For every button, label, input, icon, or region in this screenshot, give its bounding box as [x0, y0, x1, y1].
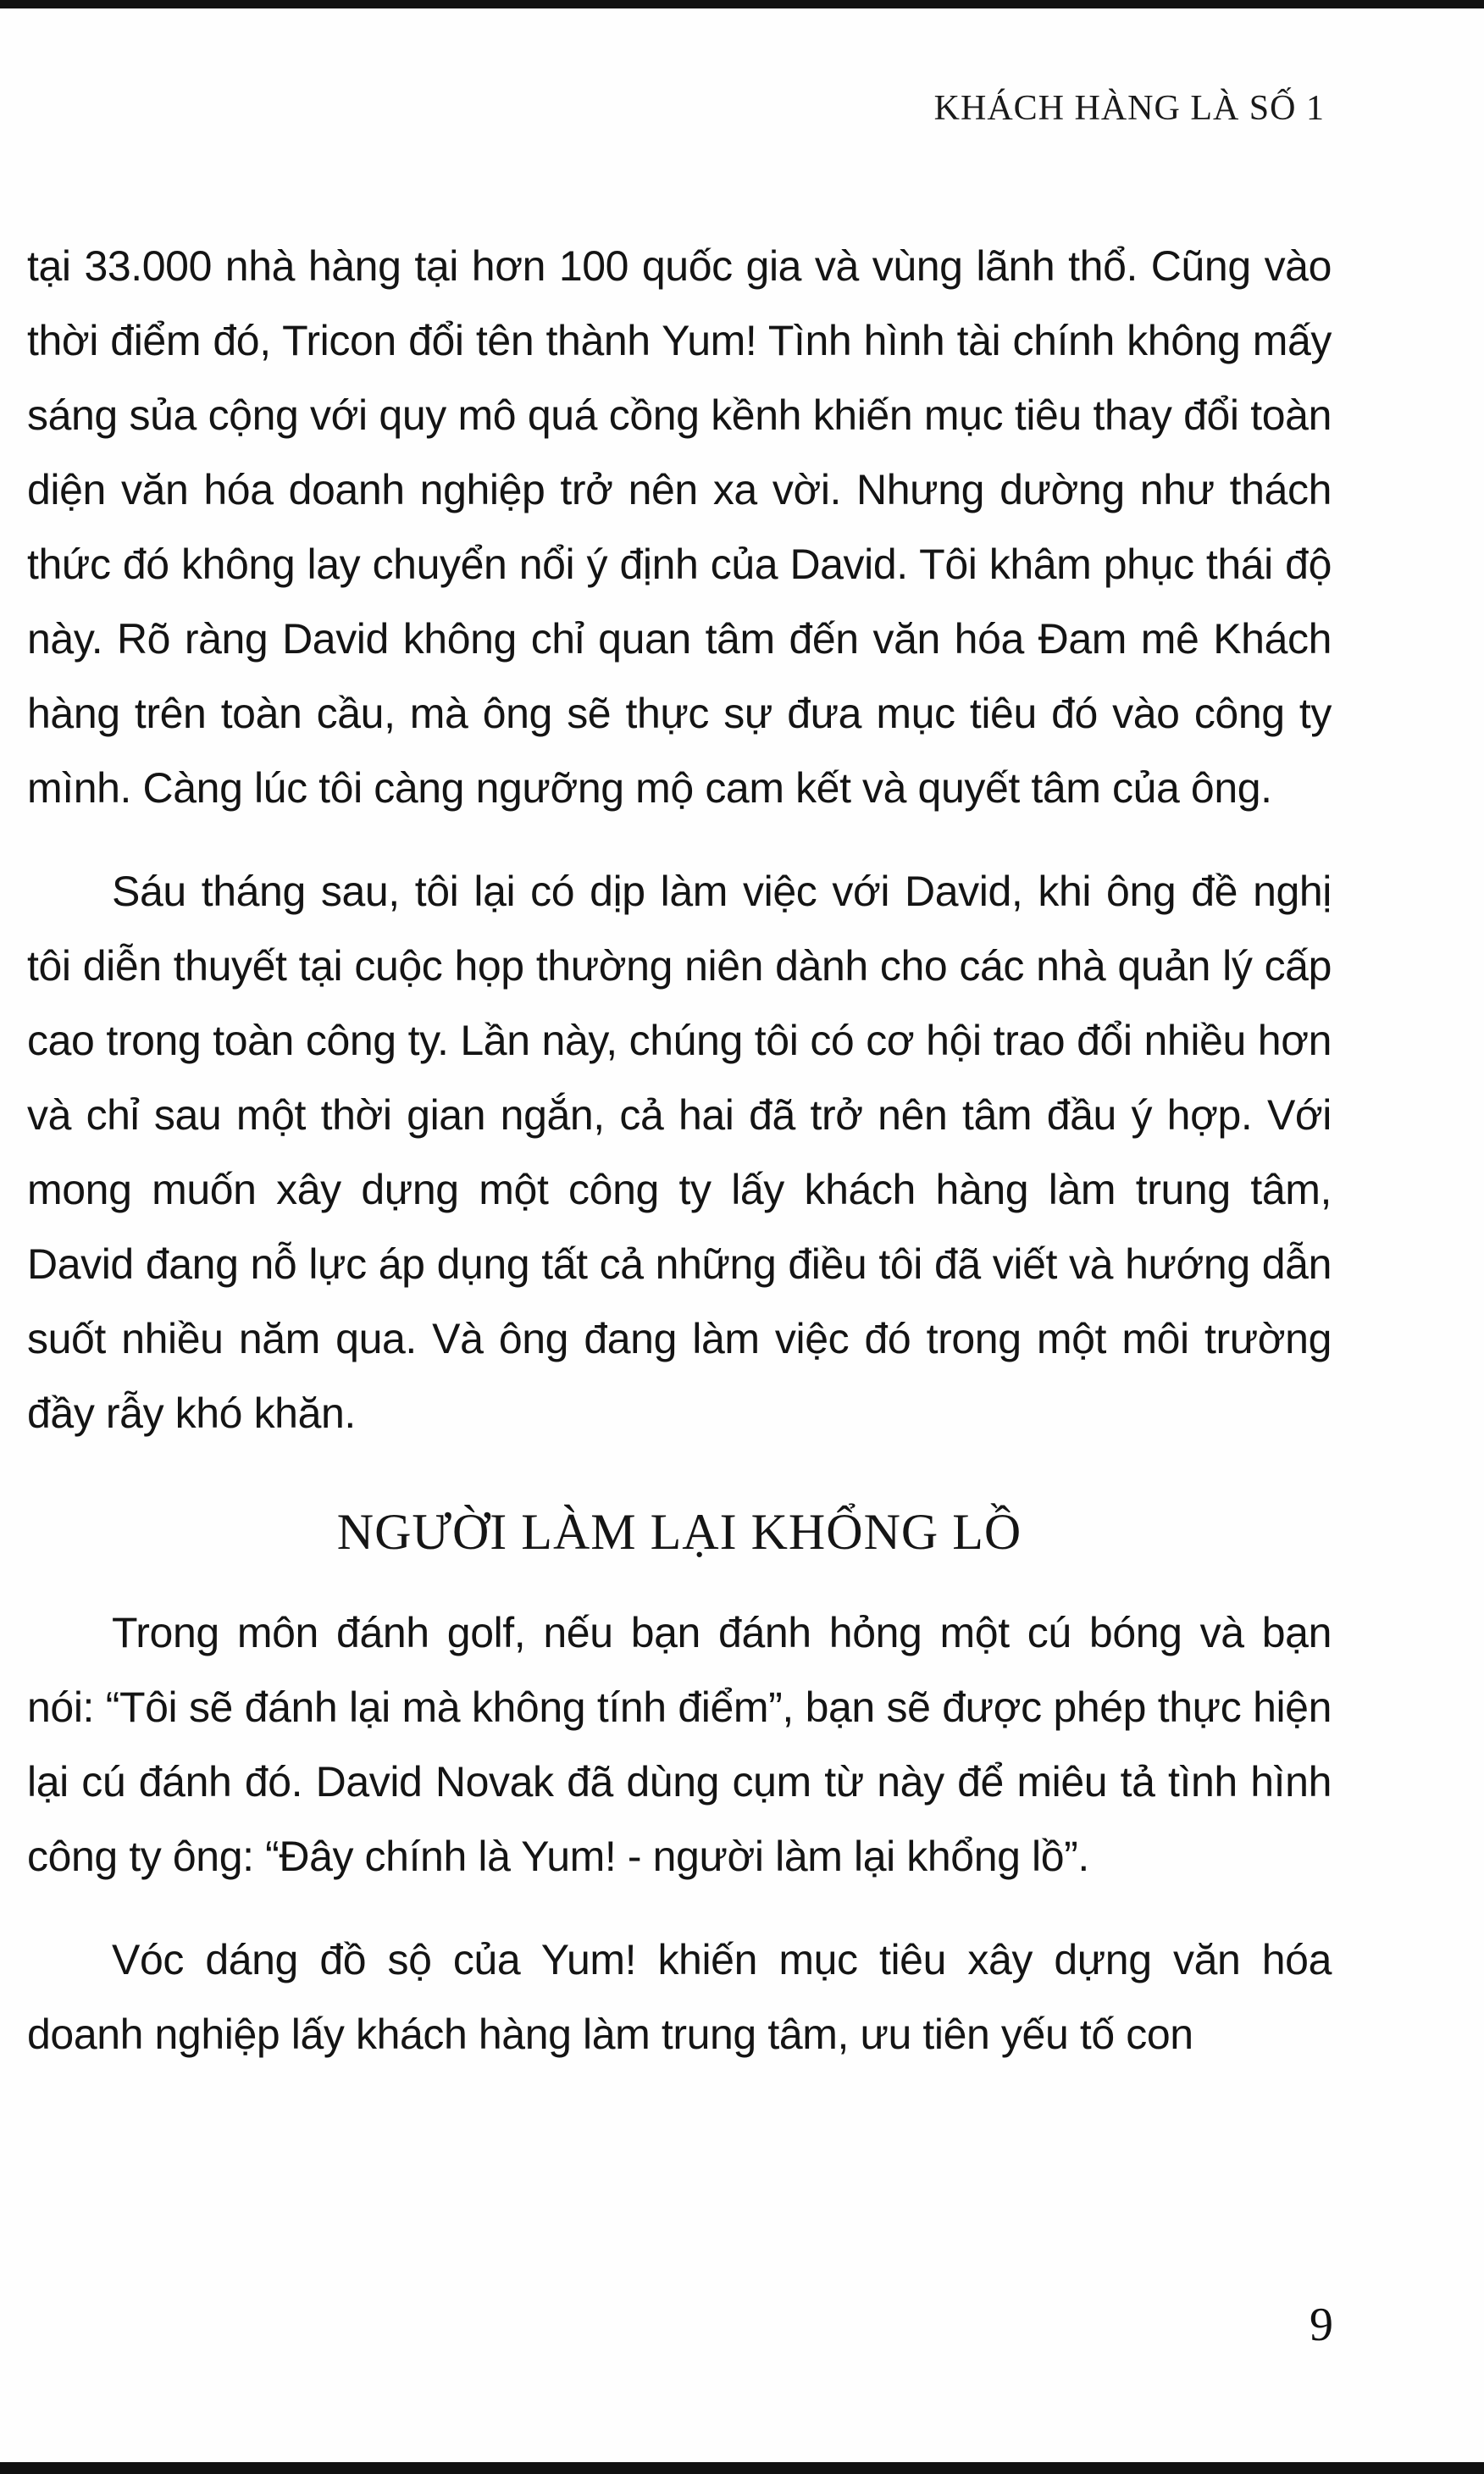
page-body	[27, 229, 1332, 2072]
top-scan-border	[0, 0, 1484, 8]
paragraph-2: Sáu tháng sau, tôi lại có dịp làm việc với David, khi ông đề nghị tôi diễn thuyết tại cuộc họp thường niên dành cho các nhà quản lý cấp cao trong toàn công ty. Lần này, chúng tôi có cơ hội trao đổi nhiều hơn và chỉ sau một thời gian ngắn, cả hai đã trở nên tâm đầu ý hợp. Với mong muốn xây dựng một công ty lấy khách hàng làm trung tâm, David đang nỗ lực áp dụng tất cả những điều tôi đã viết và hướng dẫn suốt nhiều năm qua. Và ông đang làm việc đó trong một môi trường đầy rẫy khó khăn.	[27, 868, 1332, 1437]
paragraph-4: Vóc dáng đồ sộ của Yum! khiến mục tiêu xây dựng văn hóa doanh nghiệp lấy khách hàng làm trung tâm, ưu tiên yếu tố con	[27, 1936, 1332, 2058]
running-header: KHÁCH HÀNG LÀ SỐ 1	[933, 89, 1325, 128]
section-heading: NGƯỜI LÀM LẠI KHỔNG LỒ	[336, 1504, 1022, 1560]
bottom-scan-border	[0, 2462, 1484, 2474]
paragraph-1: tại 33.000 nhà hàng tại hơn 100 quốc gia và vùng lãnh thổ. Cũng vào thời điểm đó, Tricon đổi tên thành Yum! Tình hình tài chính không mấy sáng sủa cộng với quy mô quá cồng kềnh khiến mục tiêu thay đổi toàn diện văn hóa doanh nghiệp trở nên xa vời. Nhưng dường như thách thức đó không lay chuyển nổi ý định của David. Tôi khâm phục thái độ này. Rõ ràng David không chỉ quan tâm đến văn hóa Đam mê Khách hàng trên toàn cầu, mà ông sẽ thực sự đưa mục tiêu đó vào công ty mình. Càng lúc tôi càng ngưỡng mộ cam kết và quyết tâm của ông.	[27, 242, 1332, 812]
page-number: 9	[1310, 2299, 1333, 2351]
paragraph-3: Trong môn đánh golf, nếu bạn đánh hỏng một cú bóng và bạn nói: “Tôi sẽ đánh lại mà không tính điểm”, bạn sẽ được phép thực hiện lại cú đánh đó. David Novak đã dùng cụm từ này để miêu tả tình hình công ty ông: “Đây chính là Yum! - người làm lại khổng lồ”.	[27, 1609, 1332, 1880]
